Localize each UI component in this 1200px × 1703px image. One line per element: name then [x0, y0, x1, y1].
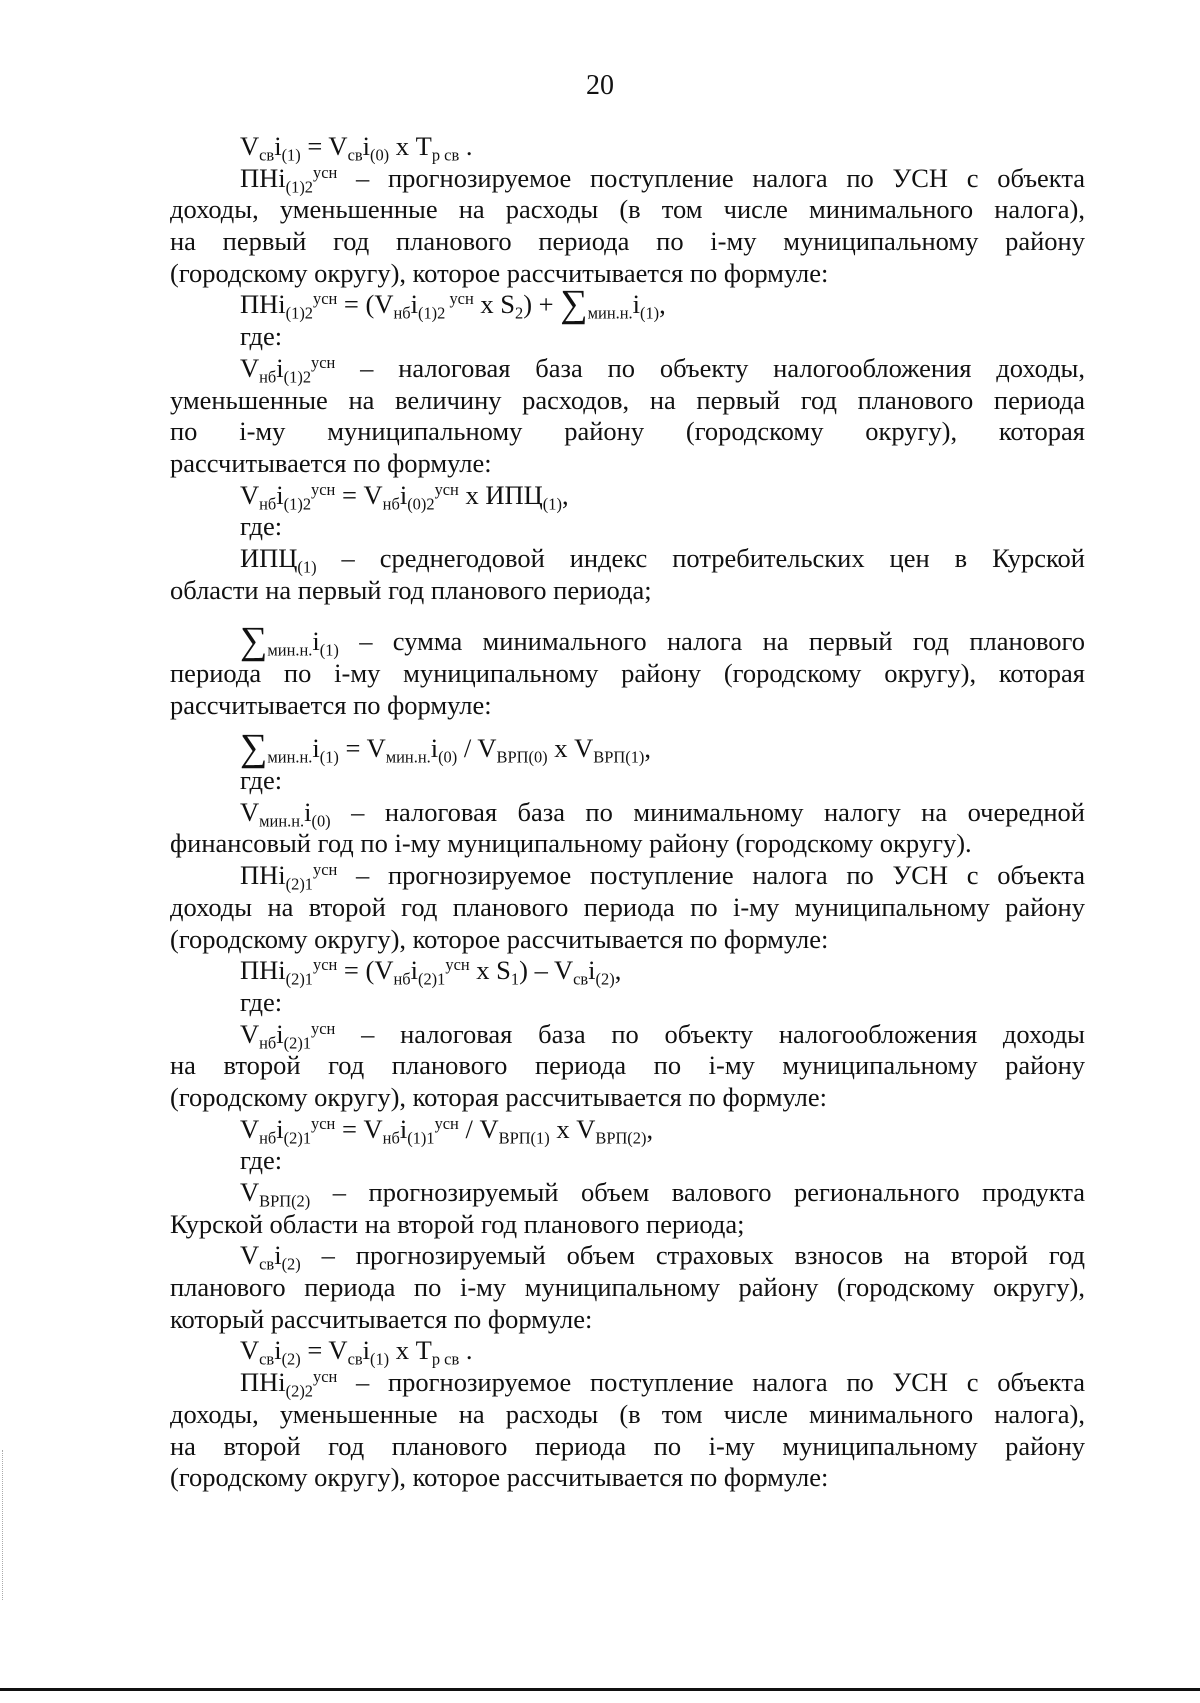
formula-block: [170, 955, 1085, 987]
paragraph: [170, 1240, 1085, 1335]
text-line: доходы, уменьшенные на расходы (в том числе минимального налога),: [170, 1398, 1085, 1429]
text-line: $V_{мин.н.}i_{(0)}$ – налоговая база по минимальному налогу на очередной: [240, 796, 1085, 830]
formula-line: $\sum_{мин.н.}i_{(1)} = V_{мин.н.}i_{(0)} / V_{ВРП(0)}$ х $V_{ВРП(1)}$,: [240, 727, 652, 770]
text-line: где:: [240, 321, 283, 352]
paragraph: [170, 1019, 1085, 1114]
where-label: [170, 765, 1085, 797]
paragraph: [170, 353, 1085, 480]
where-label: [170, 1145, 1085, 1177]
scan-edge-mark: [2, 1450, 4, 1600]
text-line: финансовый год по i-му муниципальному району (городскому округу).: [170, 828, 972, 859]
paragraph: [170, 163, 1085, 290]
page-number: 20: [586, 70, 614, 101]
text-line: ПНi$_{(2)1}^{усн}$ – прогнозируемое поступление налога по УСН с объекта: [240, 860, 1085, 894]
text-line: где:: [240, 511, 283, 542]
text-line: $V_{св}i_{(2)}$ – прогнозируемый объем страховых взносов на второй год: [240, 1240, 1085, 1274]
text-line: (городскому округу), которое рассчитывается по формуле:: [170, 257, 829, 288]
text-line: (городскому округу), которое рассчитывается по формуле:: [170, 1462, 829, 1493]
text-line: планового периода по i-му муниципальному району (городскому округу),: [170, 1272, 1085, 1303]
text-line: $\sum_{мин.н.}i_{(1)}$ – сумма минимального налога на первый год планового: [240, 620, 1085, 663]
where-label: [170, 987, 1085, 1019]
text-line: уменьшенные на величину расходов, на первый год планового периода: [170, 384, 1085, 415]
formula-line: $V_{св}i_{(1)} = V_{св}i_{(0)}$ х $Т_{р св}$ .: [240, 131, 473, 165]
text-line: где:: [240, 1145, 283, 1176]
text-line: где:: [240, 986, 283, 1017]
paragraph: [170, 1367, 1085, 1494]
text-line: доходы, уменьшенные на расходы (в том числе минимального налога),: [170, 194, 1085, 225]
formula-line: $ПНi_{(1)2}^{усн} = (V_{нб}i_{(1)2}$ $^{усн}$ х $S_2) + \sum_{мин.н.}i_{(1)}$,: [240, 283, 666, 326]
text-line: (городскому округу), которое рассчитывается по формуле:: [170, 923, 829, 954]
where-label: [170, 511, 1085, 543]
text-line: на второй год планового периода по i-му муниципальному району: [170, 1430, 1085, 1461]
text-line: доходы на второй год планового периода по i-му муниципальному району: [170, 891, 1085, 922]
page-bottom-border: [0, 1688, 1200, 1691]
text-line: $V_{нб}i_{(2)1}^{усн}$ – налоговая база по объекту налогообложения доходы: [240, 1018, 1085, 1052]
text-line: рассчитывается по формуле:: [170, 689, 492, 720]
text-line: ПНi$_{(2)2}^{усн}$ – прогнозируемое поступление налога по УСН с объекта: [240, 1367, 1085, 1401]
paragraph: [170, 1177, 1085, 1240]
text-line: $V_{ВРП(2)}$ – прогнозируемый объем валового регионального продукта: [240, 1177, 1085, 1211]
paragraph: [170, 543, 1085, 606]
where-label: [170, 321, 1085, 353]
text-line: ПНi$_{(1)2}^{усн}$ – прогнозируемое поступление налога по УСН с объекта: [240, 162, 1085, 196]
text-line: который рассчитывается по формуле:: [170, 1303, 593, 1334]
formula-block: [170, 1335, 1085, 1367]
formula-block: [170, 480, 1085, 512]
text-line: области на первый год планового периода;: [170, 574, 652, 605]
text-line: на второй год планового периода по i-му муниципальному району: [170, 1050, 1085, 1081]
formula-block: [170, 131, 1085, 163]
paragraph: [170, 797, 1085, 860]
text-line: Курской области на второй год планового периода;: [170, 1208, 745, 1239]
text-line: на первый год планового периода по i-му муниципальному району: [170, 226, 1085, 257]
formula-line: $V_{св}i_{(2)} = V_{св}i_{(1)}$ х $Т_{р св}$ .: [240, 1335, 473, 1369]
formula-block: [170, 727, 1085, 770]
formula-line: $V_{нб}i_{(1)2}^{усн} = V_{нб}i_{(0)2}^{усн}$ х $ИПЦ_{(1)}$,: [240, 479, 569, 513]
formula-line: $V_{нб}i_{(2)1}^{усн} = V_{нб}i_{(1)1}^{усн} / V_{ВРП(1)}$ х $V_{ВРП(2)}$,: [240, 1113, 654, 1147]
document-body: [170, 131, 1085, 1494]
text-line: где:: [240, 765, 283, 796]
text-line: $ИПЦ_{(1)}$ – среднегодовой индекс потребительских цен в Курской: [240, 542, 1085, 577]
text-line: (городскому округу), которая рассчитывается по формуле:: [170, 1081, 827, 1112]
formula-block: [170, 283, 1085, 326]
formula-line: $ПНi_{(2)1}^{усн} = (V_{нб}i_{(2)1}^{усн}$ х $S_1) - V_{св}i_{(2)}$,: [240, 955, 622, 989]
paragraph: [170, 620, 1085, 721]
paragraph: [170, 860, 1085, 955]
text-line: периода по i-му муниципальному району (городскому округу), которая: [170, 658, 1085, 688]
text-line: по i-му муниципальному району (городскому округу), которая: [170, 416, 1085, 447]
formula-block: [170, 1114, 1085, 1146]
text-line: $V_{нб}i_{(1)2}^{усн}$ – налоговая база по объекту налогообложения доходы,: [240, 352, 1085, 387]
text-line: рассчитывается по формуле:: [170, 447, 492, 478]
